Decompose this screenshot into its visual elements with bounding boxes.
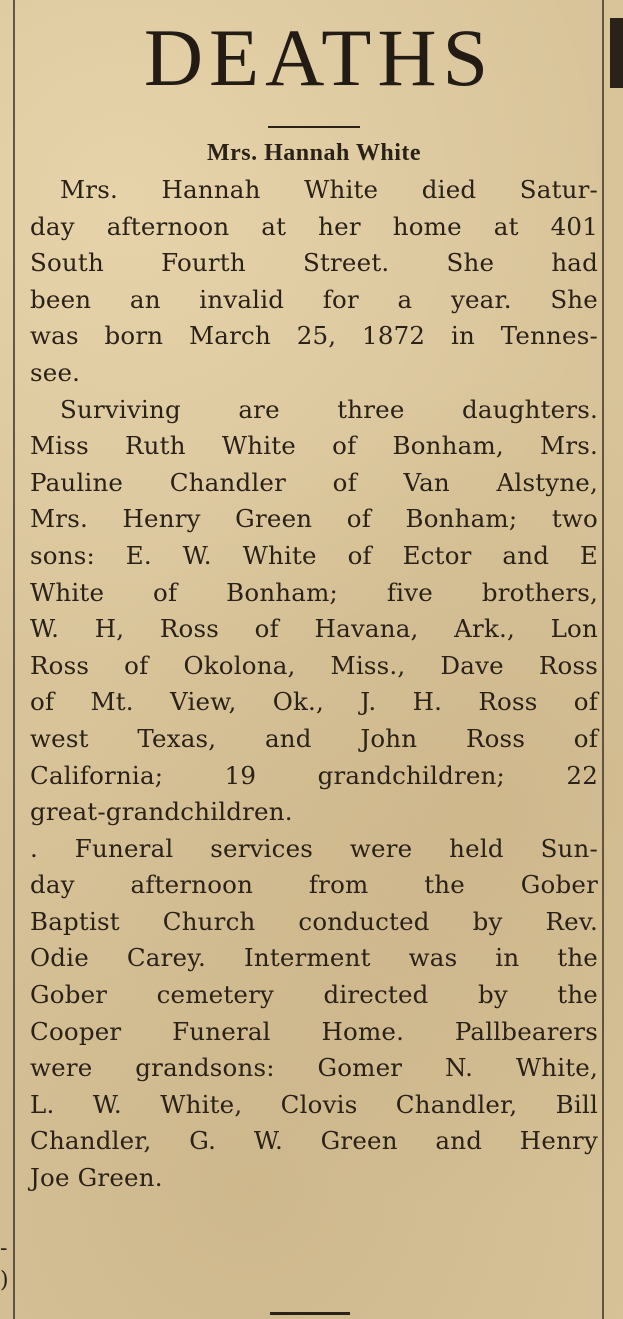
text-line: great-grandchildren. bbox=[30, 797, 293, 827]
text-line: was born March 25, 1872 in Tennes- bbox=[30, 321, 598, 351]
text-line: were grandsons: Gomer N. White, bbox=[30, 1053, 598, 1083]
paragraph-funeral bbox=[30, 831, 598, 1197]
text-line: see. bbox=[30, 357, 81, 387]
text-line: Gober cemetery directed by the bbox=[30, 980, 598, 1010]
text-line: California; 19 grandchildren; 22 bbox=[30, 760, 598, 790]
text-line: been an invalid for a year. She bbox=[30, 284, 598, 314]
text-line: Joe Green. bbox=[30, 1163, 163, 1193]
paragraph-survivors bbox=[30, 392, 598, 831]
text-line: . Funeral services were held Sun- bbox=[30, 833, 598, 863]
section-heading: DEATHS bbox=[143, 12, 495, 103]
text-line: Chandler, G. W. Green and Henry bbox=[30, 1126, 598, 1156]
column-rule-right bbox=[602, 0, 604, 1319]
text-line: Baptist Church conducted by Rev. bbox=[30, 906, 598, 936]
paragraph-death-notice bbox=[30, 172, 598, 392]
left-margin-glyph: - bbox=[0, 1236, 8, 1261]
text-line: of Mt. View, Ok., J. H. Ross of bbox=[30, 687, 598, 717]
text-line: day afternoon from the Gober bbox=[30, 870, 598, 900]
text-line: White of Bonham; five brothers, bbox=[30, 577, 598, 607]
bottom-divider bbox=[270, 1312, 350, 1315]
text-line: day afternoon at her home at 401 bbox=[30, 211, 598, 241]
text-line: Miss Ruth White of Bonham, Mrs. bbox=[30, 431, 598, 461]
text-line: South Fourth Street. She had bbox=[30, 248, 598, 278]
text-line: Ross of Okolona, Miss., Dave Ross bbox=[30, 650, 598, 680]
text-line: west Texas, and John Ross of bbox=[30, 723, 598, 753]
text-line: sons: E. W. White of Ector and E bbox=[30, 540, 598, 570]
obituary-article bbox=[30, 8, 598, 1197]
column-rule-left bbox=[13, 0, 15, 1319]
text-line: Mrs. Henry Green of Bonham; two bbox=[30, 504, 598, 534]
text-line: Pauline Chandler of Van Alstyne, bbox=[30, 467, 598, 497]
text-line: L. W. White, Clovis Chandler, Bill bbox=[30, 1089, 598, 1119]
text-line: Cooper Funeral Home. Pallbearers bbox=[30, 1016, 598, 1046]
adjacent-column-fragment bbox=[610, 18, 623, 88]
text-line: W. H, Ross of Havana, Ark., Lon bbox=[30, 614, 598, 644]
text-line: Odie Carey. Interment was in the bbox=[30, 943, 598, 973]
text-line: Surviving are three daughters. bbox=[60, 394, 598, 424]
text-line: Mrs. Hannah White died Satur- bbox=[60, 175, 598, 204]
left-margin-glyph: ) bbox=[0, 1268, 9, 1293]
obituary-name: Mrs. Hannah White bbox=[206, 140, 422, 166]
heading-divider bbox=[268, 126, 360, 128]
